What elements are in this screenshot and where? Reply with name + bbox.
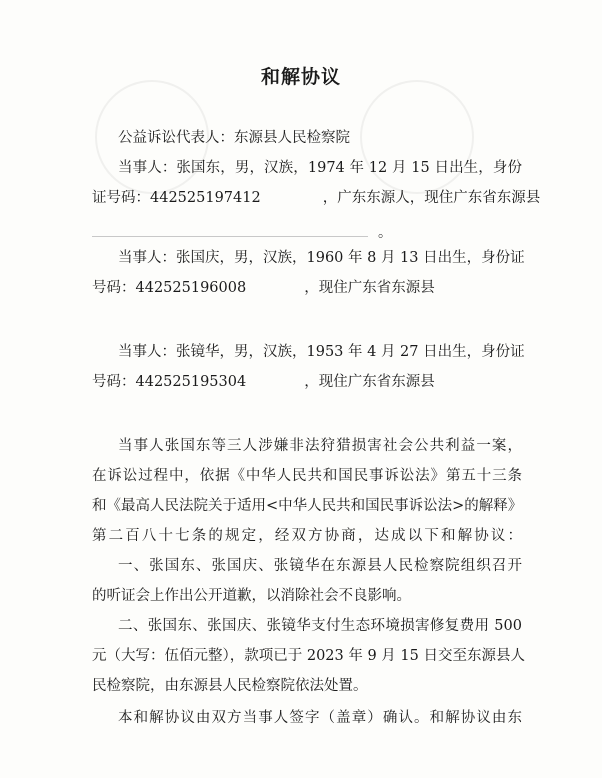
clause2-line-2: 元（大写：伍佰元整），款项已于 2023 年 9 月 15 日交至东源县人 (92, 648, 525, 664)
redacted-address-line (92, 236, 368, 237)
party2-line1: 当事人：张国庆，男，汉族，1960 年 8 月 13 日出生，身份证 (118, 250, 525, 266)
body-line-4: 第二百八十七条的规定，经双方协商，达成以下和解协议： (92, 528, 522, 544)
clause1-line-2: 的听证会上作出公开道歉，以消除社会不良影响。 (92, 588, 411, 604)
confirmation-line: 本和解协议由双方当事人签字（盖章）确认。和解协议由东 (118, 710, 522, 726)
party3-residence: ，现住广东省东源县 (304, 374, 435, 390)
party3-id: 号码：442525195304 (92, 374, 247, 390)
party2-residence: ，现住广东省东源县 (304, 280, 435, 296)
body-line-3: 和《最高人民法院关于适用<中华人民共和国民事诉讼法>的解释》 (92, 498, 523, 514)
party1-line2 (92, 188, 541, 208)
party3-line1: 当事人：张镜华，男，汉族，1953 年 4 月 27 日出生，身份证 (118, 344, 525, 360)
document-title: 和解协议 (260, 66, 341, 88)
party2-line2 (92, 278, 522, 298)
clause2-line-1: 二、张国东、张国庆、张镜华支付生态环境损害修复费用 500 (118, 618, 522, 634)
clause2-line-3: 民检察院，由东源县人民检察院依法处置。 (92, 678, 368, 694)
prosecutor-line: 公益诉讼代表人：东源县人民检察院 (118, 130, 350, 146)
party1-residence: ，广东东源人，现住广东省东源县 (322, 190, 541, 206)
party1-id: 证号码：442525197412 (92, 190, 261, 206)
body-line-1: 当事人张国东等三人涉嫌非法狩猎损害社会公共利益一案， (118, 438, 522, 454)
party3-line2 (92, 372, 522, 392)
party1-end-mark: 。 (378, 225, 392, 241)
body-line-2: 在诉讼过程中，依据《中华人民共和国民事诉讼法》第五十三条 (92, 468, 522, 484)
party1-line1: 当事人：张国东，男，汉族，1974 年 12 月 15 日出生，身份 (118, 160, 522, 176)
party2-id: 号码：442525196008 (92, 280, 247, 296)
clause1-line-1: 一、张国东、张国庆、张镜华在东源县人民检察院组织召开 (118, 558, 522, 574)
